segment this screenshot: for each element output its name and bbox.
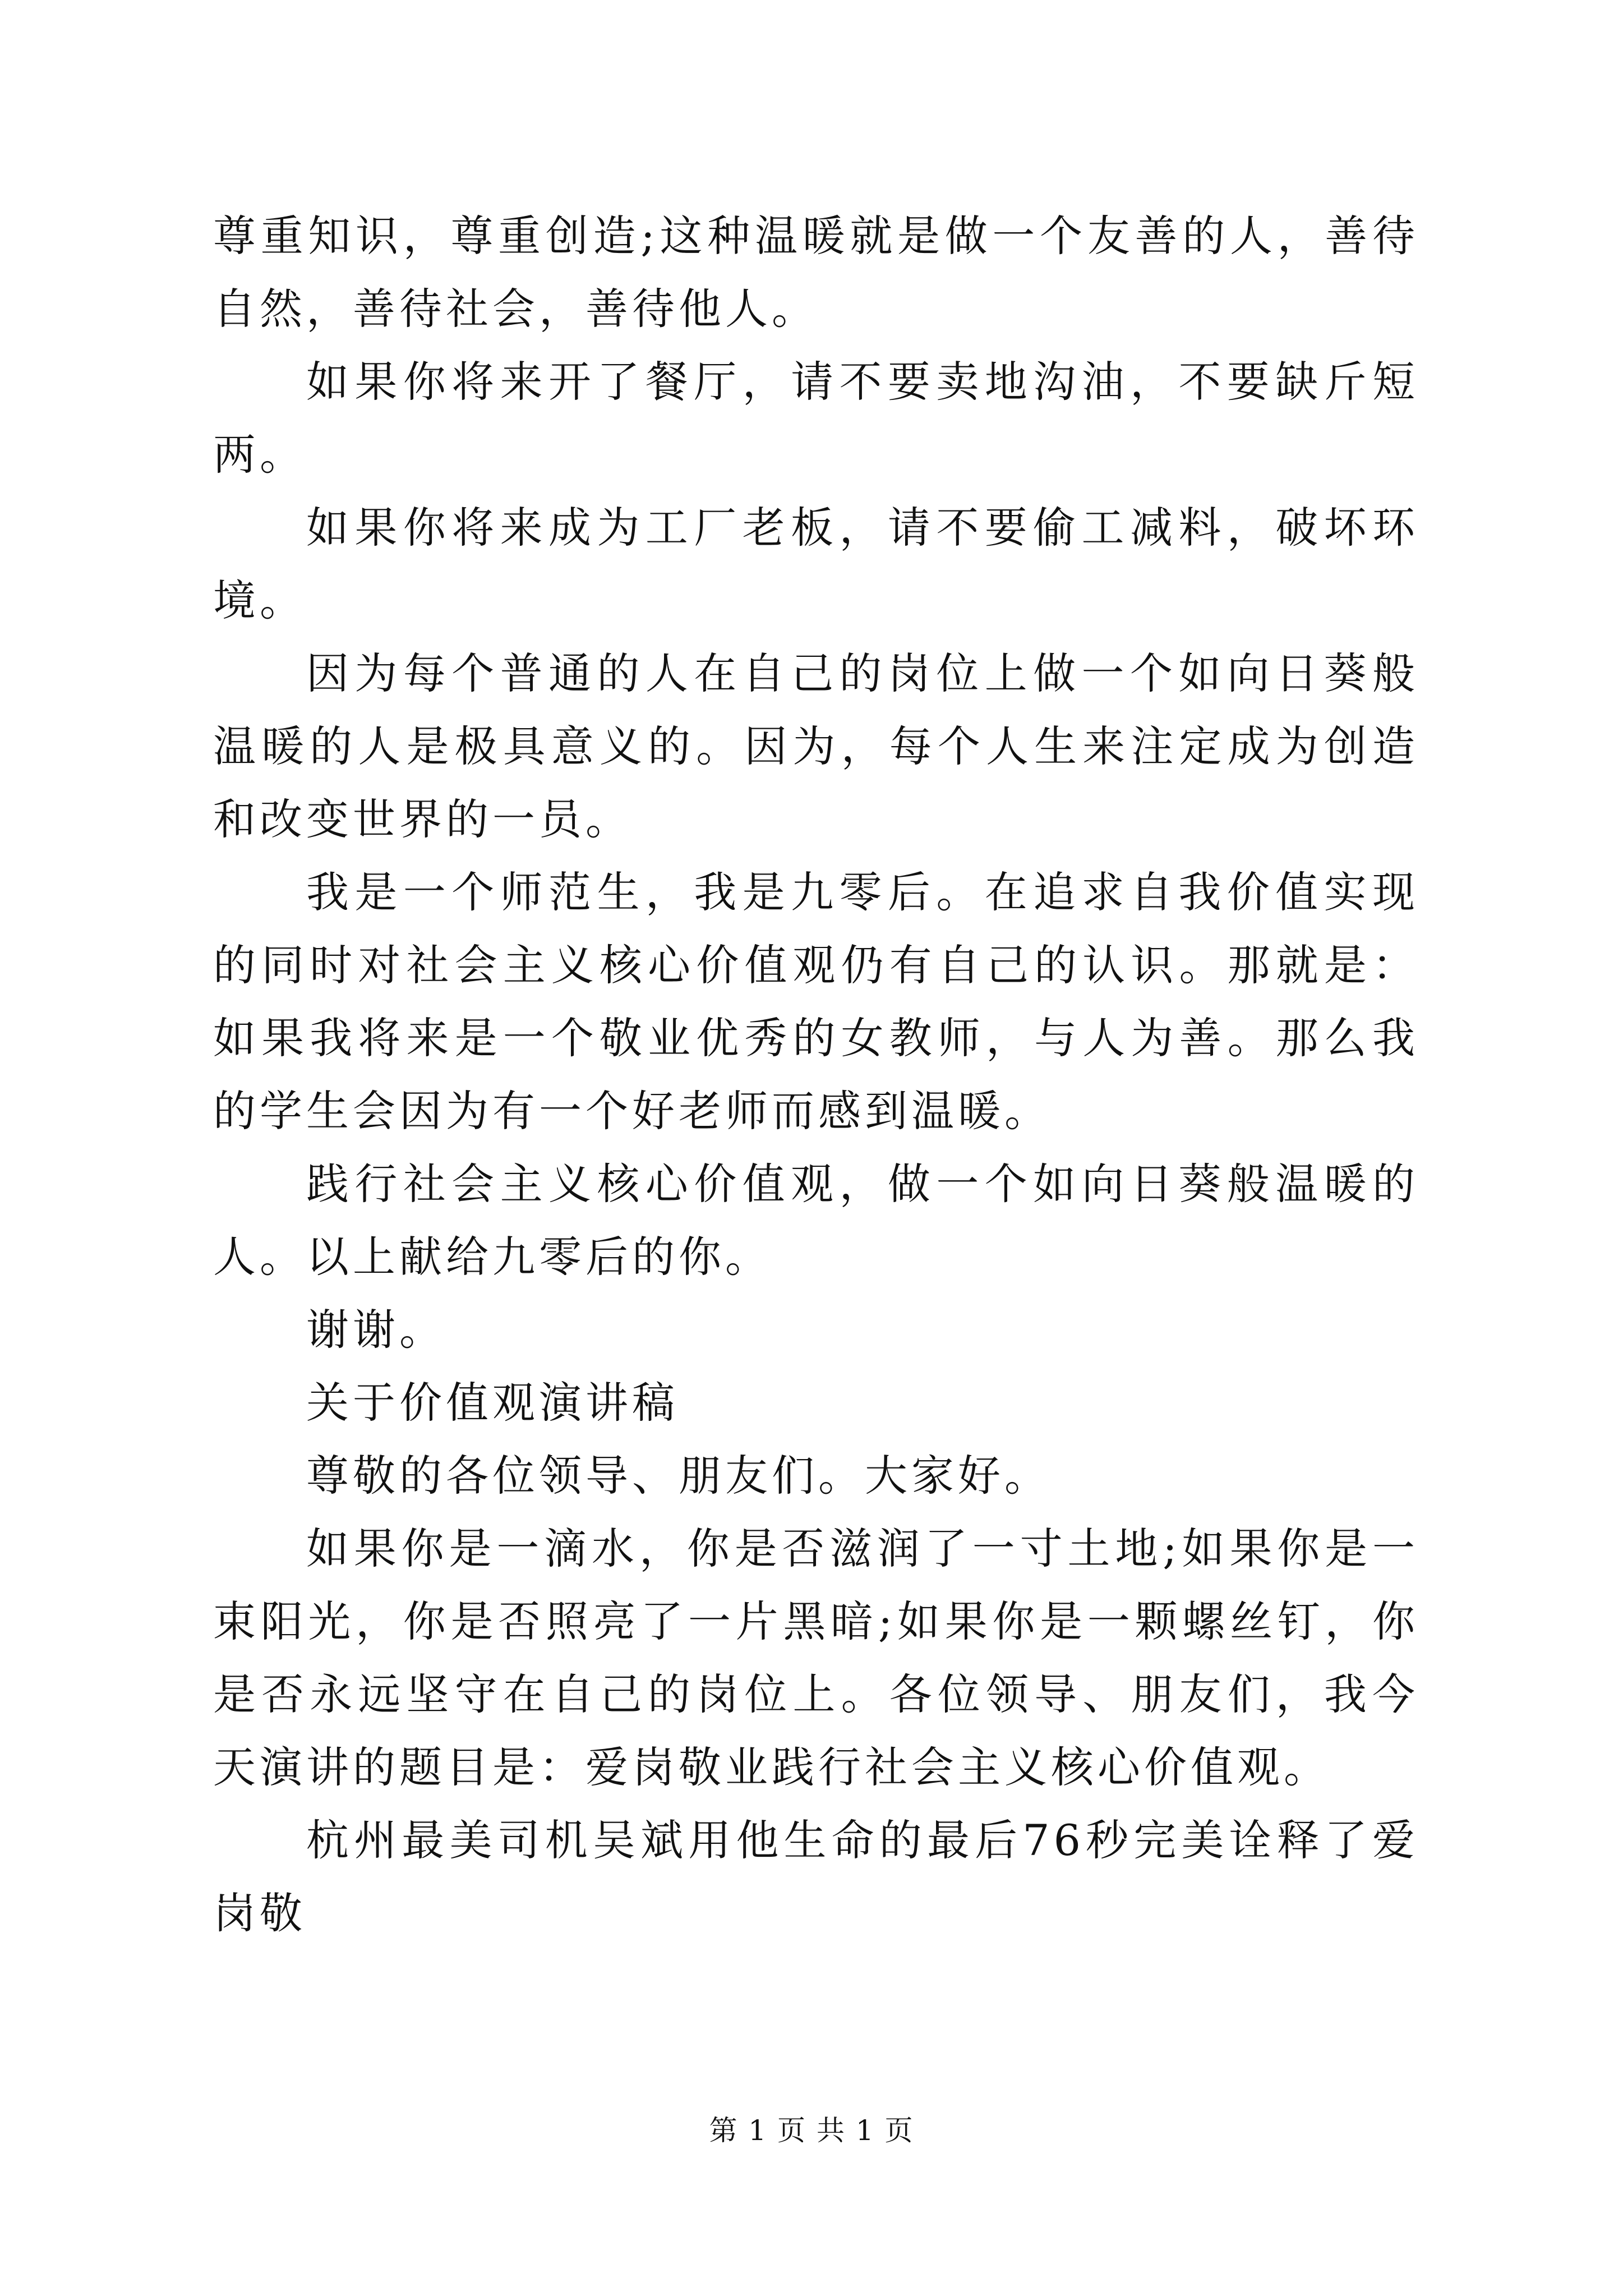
paragraph: 因为每个普通的人在自己的岗位上做一个如向日葵般温暖的人是极具意义的。因为，每个人生来注定成为创造和改变世界的一员。 [213, 648, 1419, 844]
paragraph: 如果你是一滴水，你是否滋润了一寸土地;如果你是一束阳光，你是否照亮了一片黑暗;如果你是一颗螺丝钉，你是否永远坚守在自己的岗位上。各位领导、朋友们，我今天演讲的题目是：爱岗敬业践行社会主义核心价值观。 [213, 1524, 1419, 1792]
paragraph: 如果你将来开了餐厅，请不要卖地沟油，不要缺斤短两。 [213, 357, 1419, 480]
page-number-label: 第 1 页 共 1 页 [709, 2114, 914, 2147]
paragraph-thanks: 谢谢。 [306, 1305, 446, 1355]
paragraph: 杭州最美司机吴斌用他生命的最后76秒完美诠释了爱岗敬 [213, 1815, 1419, 1938]
document-body [213, 200, 1419, 1950]
section-title: 关于价值观演讲稿 [306, 1378, 679, 1428]
paragraph-continued: 尊重知识，尊重创造;这种温暖就是做一个友善的人，善待自然，善待社会，善待他人。 [213, 211, 1419, 334]
page-footer [0, 2114, 1623, 2147]
paragraph: 践行社会主义核心价值观，做一个如向日葵般温暖的人。以上献给九零后的你。 [213, 1159, 1419, 1282]
paragraph: 我是一个师范生，我是九零后。在追求自我价值实现的同时对社会主义核心价值观仍有自己的认识。那就是：如果我将来是一个敬业优秀的女教师，与人为善。那么我的学生会因为有一个好老师而感到温暖。 [213, 867, 1419, 1136]
paragraph-greeting: 尊敬的各位领导、朋友们。大家好。 [306, 1451, 1051, 1501]
paragraph: 如果你将来成为工厂老板，请不要偷工减料，破坏环境。 [213, 503, 1419, 625]
